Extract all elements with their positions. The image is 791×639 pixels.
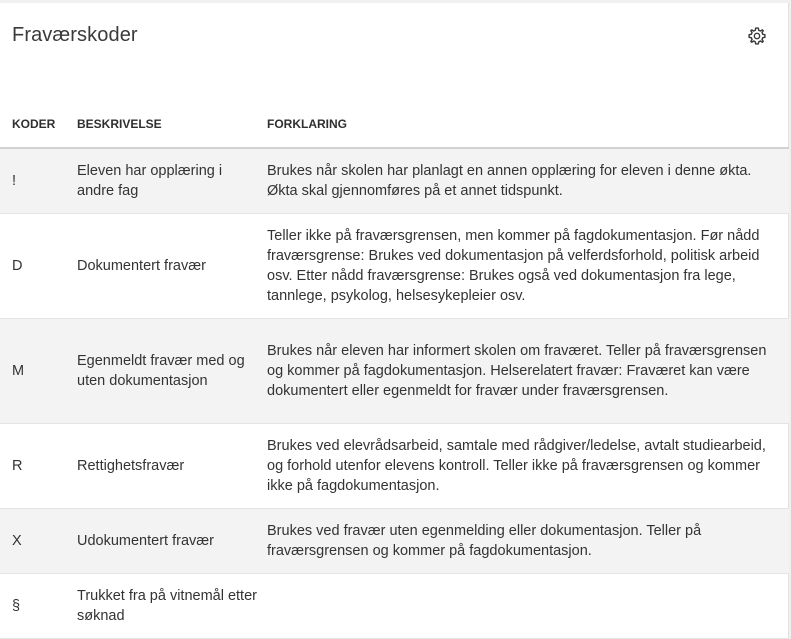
table-row	[0, 319, 789, 424]
page-title: Fraværskoder	[12, 24, 138, 46]
absence-codes-table	[0, 100, 789, 639]
description-cell: Egenmeldt fravær med og uten dokumentasjon	[77, 319, 267, 424]
code-cell: !	[0, 148, 77, 214]
table-row	[0, 148, 789, 214]
column-header-explanation: FORKLARING	[267, 100, 789, 148]
table-row	[0, 214, 789, 319]
code-cell: X	[0, 509, 77, 574]
description-cell: Eleven har opplæring i andre fag	[77, 148, 267, 214]
table-header-row	[0, 100, 789, 148]
code-cell: §	[0, 574, 77, 639]
table-row	[0, 509, 789, 574]
code-cell: R	[0, 424, 77, 509]
description-cell: Trukket fra på vitnemål etter søknad	[77, 574, 267, 639]
code-cell: M	[0, 319, 77, 424]
explanation-cell	[267, 574, 789, 639]
explanation-cell: Brukes ved elevrådsarbeid, samtale med rådgiver/ledelse, avtalt studiearbeid, og forhold utenfor elevens kontroll. Teller ikke på fraværsgrensen og kommer ikke på fagdokumentasjon.	[267, 424, 789, 509]
column-header-description: BESKRIVELSE	[77, 100, 267, 148]
absence-codes-panel	[0, 3, 789, 639]
explanation-cell: Brukes når eleven har informert skolen om fraværet. Teller på fraværsgrensen og kommer på fagdokumentasjon. Helserelatert fravær: Fraværet kan være dokumentert eller egenmeldt for fravær under fraværsgrensen.	[267, 319, 789, 424]
column-header-codes: KODER	[0, 100, 77, 148]
explanation-cell: Teller ikke på fraværsgrensen, men kommer på fagdokumentasjon. Før nådd fraværsgrense: Brukes ved dokumentasjon på velferdsforhold, politisk arbeid osv. Etter nådd fraværsgrense: Brukes også ved dokumentasjon fra lege, tannlege, psykolog, helsesykepleier osv.	[267, 214, 789, 319]
description-cell: Dokumentert fravær	[77, 214, 267, 319]
code-cell: D	[0, 214, 77, 319]
gear-icon	[747, 26, 767, 46]
explanation-cell: Brukes når skolen har planlagt en annen opplæring for eleven i denne økta. Økta skal gjennomføres på et annet tidspunkt.	[267, 148, 789, 214]
description-cell: Udokumentert fravær	[77, 509, 267, 574]
explanation-cell: Brukes ved fravær uten egenmelding eller dokumentasjon. Teller på fraværsgrensen og kommer på fagdokumentasjon.	[267, 509, 789, 574]
settings-button[interactable]	[747, 26, 767, 46]
table-row	[0, 424, 789, 509]
description-cell: Rettighetsfravær	[77, 424, 267, 509]
table-row	[0, 574, 789, 639]
